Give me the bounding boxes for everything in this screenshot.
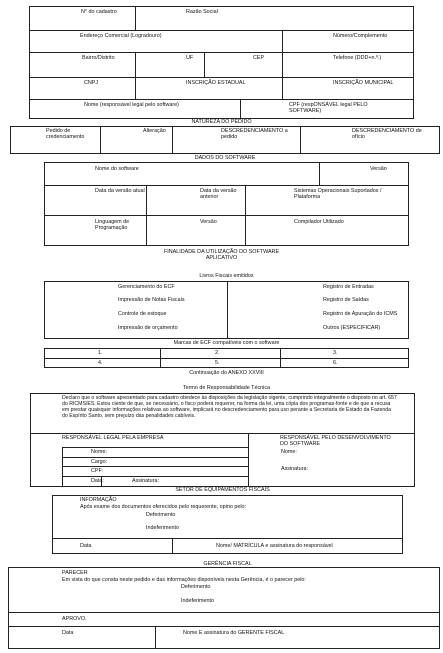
marca-number: 1. bbox=[98, 350, 103, 356]
option-descred-oficio: DESCREDENCIAMENTO de ofício bbox=[352, 128, 422, 141]
divider bbox=[52, 538, 403, 539]
gerencia-data-label: Data bbox=[62, 630, 74, 636]
assinatura2-label: Assinatura: bbox=[281, 466, 308, 472]
livro-item: Impressão de orçamento bbox=[118, 325, 178, 331]
divider bbox=[280, 348, 281, 368]
setor-data-label: Data bbox=[80, 543, 92, 549]
parecer-label: PARECER bbox=[62, 570, 88, 576]
endereco-label: Endereço Comercial (Logradouro) bbox=[80, 33, 162, 39]
data-atual-label: Data da versão atual bbox=[95, 188, 145, 194]
indeferimento-label: Indeferimento bbox=[181, 598, 214, 604]
divider bbox=[135, 6, 136, 30]
versao-label: Versão bbox=[370, 166, 387, 172]
termo-title: Termo de Responsabilidade Técnica bbox=[182, 385, 271, 391]
marca-number: 6. bbox=[333, 360, 338, 366]
livro-item: Registro de Saídas bbox=[323, 297, 369, 303]
software-title: DADOS DO SOFTWARE bbox=[194, 155, 256, 161]
divider bbox=[62, 466, 248, 467]
resp-software-label: RESPONSÁVEL PELO DESENVOLVIMENTO DO SOFTWARE bbox=[280, 435, 391, 448]
livro-item: Outros (ESPECIFICAR) bbox=[323, 325, 381, 331]
divider bbox=[44, 358, 409, 359]
marca-number: 5. bbox=[215, 360, 220, 366]
divider bbox=[160, 348, 161, 368]
razao-social-label: Razão Social bbox=[186, 9, 218, 15]
livro-item: Registro de Apuração do ICMS bbox=[323, 311, 398, 317]
livros-title: Livros Fiscais emitidos bbox=[199, 273, 254, 279]
ie-label: INSCRIÇÃO ESTADUAL bbox=[186, 80, 246, 86]
divider bbox=[62, 447, 63, 487]
divider bbox=[30, 433, 415, 434]
versao2-label: Versão bbox=[200, 219, 217, 225]
setor-title: SETOR DE EQUIPAMENTOS FISCAIS bbox=[175, 487, 270, 493]
divider bbox=[146, 185, 147, 246]
natureza-title: NATUREZA DO PEDIDO bbox=[191, 119, 252, 125]
cep-label: CEP bbox=[253, 55, 265, 61]
divider bbox=[172, 126, 173, 154]
software-box bbox=[44, 162, 409, 246]
cnpj-label: CNPJ bbox=[84, 80, 99, 86]
divider bbox=[282, 30, 283, 52]
divider bbox=[44, 185, 409, 186]
divider bbox=[62, 447, 248, 448]
nome2-label: Nome: bbox=[281, 449, 297, 455]
divider bbox=[248, 433, 249, 487]
nome-matricula-label: Nome/ MATRÍCULA e assinatura do responsável bbox=[216, 543, 333, 549]
uf-label: UF bbox=[186, 55, 194, 61]
divider bbox=[62, 476, 248, 477]
divider bbox=[172, 538, 173, 554]
option-alteracao: Alteração bbox=[143, 128, 166, 134]
option-credenciamento: Pedido de credenciamento bbox=[46, 128, 85, 141]
numero-label: Número/Complemento bbox=[333, 33, 388, 39]
livro-item: Controle de estoque bbox=[118, 311, 167, 317]
divider bbox=[100, 126, 101, 154]
bairro-label: Bairro/Distrito bbox=[82, 55, 115, 61]
nome-label: Nome: bbox=[91, 449, 107, 455]
divider bbox=[282, 52, 283, 99]
marcas-title: Marcas de ECF compatíveis com o software bbox=[173, 340, 280, 346]
continuacao-label: Continuação do ANEXO XXVIII bbox=[189, 370, 264, 376]
data-anterior-label: Data da versão anterior bbox=[200, 188, 237, 201]
data-label: Data: bbox=[91, 478, 104, 484]
livro-item: Registro de Entradas bbox=[323, 284, 374, 290]
gerencia-texto: Em vista do que consta neste pedido e das informações disponíveis nesta Gerência, é o parecer pelo: bbox=[62, 577, 306, 583]
responsavel-label: Nome (responsável legal pelo software) bbox=[84, 102, 179, 108]
divider bbox=[240, 99, 241, 119]
divider bbox=[8, 612, 440, 613]
im-label: INSCRIÇÃO MUNICIPAL bbox=[333, 80, 394, 86]
assinatura-label: Assinatura: bbox=[132, 478, 159, 484]
divider bbox=[245, 185, 246, 246]
marca-number: 2. bbox=[215, 350, 220, 356]
finalidade-title: FINALIDADE DA UTILIZAÇÃO DO SOFTWARE APLICATIVO bbox=[163, 249, 280, 262]
aprovo-label: APROVO. bbox=[62, 616, 87, 622]
divider bbox=[29, 52, 414, 53]
setor-texto: Após exame dos documentos oferecidos pelo requerente, opino pelo: bbox=[80, 504, 247, 510]
livro-item: Impressão de Notas Fiscais bbox=[118, 297, 185, 303]
deferimento-label: Deferimento bbox=[181, 584, 211, 590]
divider bbox=[8, 626, 440, 627]
divider bbox=[155, 626, 156, 649]
deferimento-label: Deferimento bbox=[146, 512, 176, 518]
termo-text: Declaro que o software apresentado para cadastro obedece às disposições da legislação vigente, cumprindo integralmente o disposto no art. 657 do RICMS/ES. Estou ciente de que, se necessário, o fisco poderá requerer, na forma da lei, uma cópia dos programas-fonte e de que a recusa em prestar quaisquer informações relativas ao software, implicará no descredenciamento para uso perante a Secretaria de Estado da Fazenda do Espírito Santo, sem prejuízo das penalidades cabíveis. bbox=[62, 395, 397, 419]
compilador-label: Compilador Utilizado bbox=[294, 219, 344, 225]
divider bbox=[44, 215, 409, 216]
divider bbox=[319, 162, 320, 185]
linguagem-label: Linguagem de Programação bbox=[95, 219, 130, 232]
cargo-label: Cargo: bbox=[91, 459, 108, 465]
divider bbox=[29, 99, 414, 100]
informacao-label: INFORMAÇÃO bbox=[80, 497, 117, 503]
livro-item: Gerenciamento do ECF bbox=[118, 284, 175, 290]
divider bbox=[62, 457, 248, 458]
cpf-label: CPF (respONSÁVEL legal PELO SOFTWARE) bbox=[289, 102, 368, 115]
gerencia-title: GERÊNCIA FISCAL bbox=[203, 561, 252, 567]
option-descred-pedido: DESCREDENCIAMENTO a pedido bbox=[221, 128, 288, 141]
resp-empresa-label: RESPONSÁVEL LEGAL PELA EMPRESA bbox=[62, 435, 164, 441]
divider bbox=[204, 52, 205, 77]
marca-number: 3. bbox=[333, 350, 338, 356]
n-cadastro-label: N° do cadastro bbox=[81, 9, 117, 15]
divider bbox=[227, 281, 228, 339]
marca-number: 4. bbox=[98, 360, 103, 366]
nome-software-label: Nome do software bbox=[95, 166, 139, 172]
divider bbox=[135, 52, 136, 99]
telefone-label: Telefone (DDD+n.º.) bbox=[333, 55, 382, 61]
indeferimento-label: Indeferimento bbox=[146, 525, 179, 531]
divider bbox=[300, 126, 301, 154]
sistemas-label: Sistemas Operacionais Suportados / Plataforma bbox=[294, 188, 382, 201]
divider bbox=[29, 30, 414, 31]
nome-assinatura-label: Nome E assinatura do GERENTE FISCAL bbox=[183, 630, 285, 636]
cpf-field-label: CPF: bbox=[91, 468, 104, 474]
divider bbox=[29, 77, 414, 78]
